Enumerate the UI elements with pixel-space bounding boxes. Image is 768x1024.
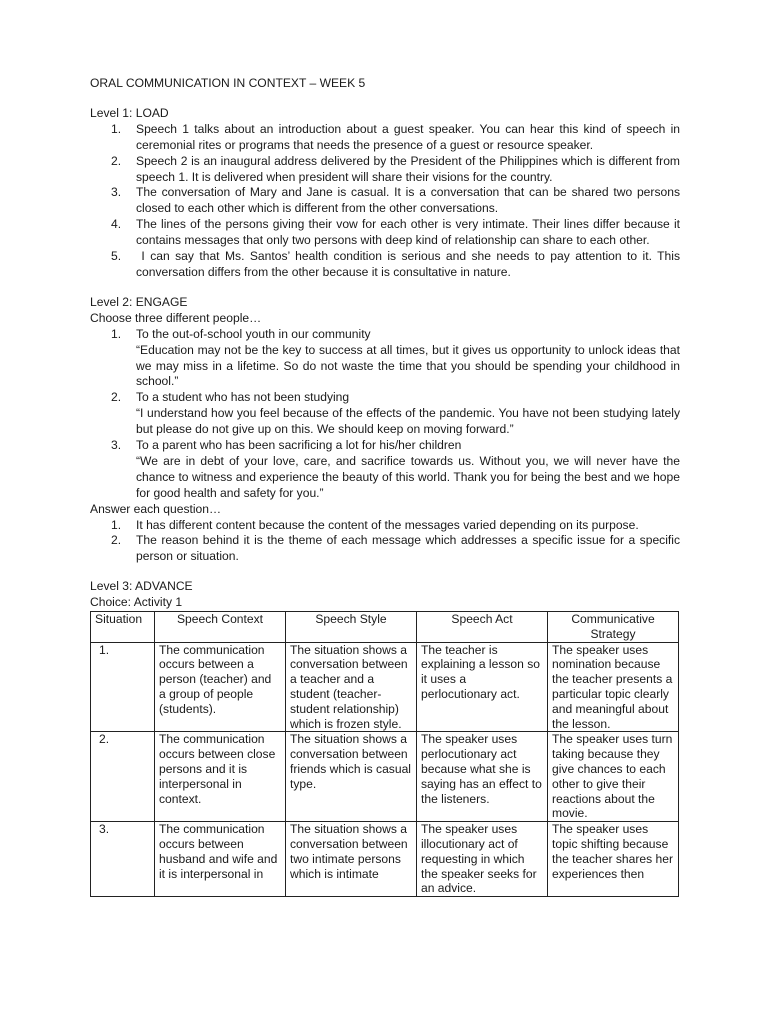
list-item: 1. Speech 1 talks about an introduction about a guest speaker. You can hear this kind of speech in ceremonial rites or programs that needs the presence of a guest or resource speaker. [111,121,680,152]
list-item: 2. Speech 2 is an inaugural address delivered by the President of the Philippines which is different from speech 1. It is delivered when president will share their visions for the country. [111,153,680,184]
level2-list [90,327,680,502]
document-page [90,76,684,897]
table-cell: The teacher is explaining a lesson so it uses a perlocutionary act. [417,642,548,732]
table-cell: The situation shows a conversation between two intimate persons which is intimate [286,822,417,897]
choice-label: Choice: Activity 1 [90,595,183,610]
table-header: Speech Context [155,612,286,643]
message-quote: “I understand how you feel because of the effects of the pandemic. You have not been studying lately but please do not give up on this. We should keep on moving forward.” [136,406,680,437]
list-item: 1. It has different content because the content of the messages varied depending on its purpose. [111,517,639,532]
level2-intro: Choose three different people… [90,310,262,325]
table-cell: The speaker uses nomination because the teacher presents a particular topic clearly and meaningful about the lesson. [548,642,679,732]
table-cell: The communication occurs between close persons and it is interpersonal in context. [155,732,286,822]
table-cell: 2. [91,732,155,822]
message-quote: “Education may not be the key to success at all times, but it gives us opportunity to unlock ideas that we may miss in a lifetime. So do not waste the time that you should be spending your childhood in school.” [136,342,680,389]
table-cell: The situation shows a conversation between friends which is casual type. [286,732,417,822]
level2-section [90,295,680,565]
level1-heading: Level 1: LOAD [90,105,169,120]
level3-heading: Level 3: ADVANCE [90,579,193,594]
message-quote: “We are in debt of your love, care, and sacrifice towards us. Without you, we will never have the chance to witness and experience the beauty of this world. Thank you for being the best and we hope for good health and safety for you.” [136,453,680,500]
table-cell: The communication occurs between a person (teacher) and a group of people (students). [155,642,286,732]
table-header: Speech Act [417,612,548,643]
level1-list [90,121,684,281]
document-title: ORAL COMMUNICATION IN CONTEXT – WEEK 5 [90,76,366,90]
table-cell: The speaker uses topic shifting because the teacher shares her experiences then [548,822,679,897]
table-cell: 3. [91,822,155,897]
table-row [91,732,679,822]
list-item: 1. To the out-of-school youth in our community “Education may not be the key to success at all times, but it gives us opportunity to unlock ideas that we may miss in a lifetime. So do not waste the time that you should be spending your childhood in school.” [111,326,680,389]
answer-list [90,518,680,566]
list-item: 3. The conversation of Mary and Jane is casual. It is a conversation that can be shared two persons closed to each other which is different from the other conversations. [111,185,680,216]
list-item: 5. I can say that Ms. Santos’ health condition is serious and she needs to pay attention to it. This conversation differs from the other because it is consultative in nature. [111,249,684,279]
table-header-row [91,612,679,643]
table-row [91,822,679,897]
table-header: Situation [91,612,155,643]
table-cell: The speaker uses perlocutionary act because what she is saying has an effect to the listeners. [417,732,548,822]
level2-heading: Level 2: ENGAGE [90,294,188,309]
level1-section [90,105,684,281]
list-item: 2. To a student who has not been studying “I understand how you feel because of the effects of the pandemic. You have not been studying lately but please do not give up on this. We should keep on moving forward.” [111,390,680,437]
answer-intro: Answer each question… [90,501,222,516]
list-item: 3. To a parent who has been sacrificing a lot for his/her children “We are in debt of your love, care, and sacrifice towards us. Without you, we will never have the chance to witness and experience the beauty of this world. Thank you for being the best and we hope for good health and safety for you.” [111,438,680,500]
table-cell: The speaker uses illocutionary act of requesting in which the speaker seeks for an advice. [417,822,548,897]
list-item: 4. The lines of the persons giving their vow for each other is very intimate. Their lines differ because it contains messages that only two persons with deep kind of relationship can share to each other. [111,217,680,248]
level3-section [90,579,680,897]
table-row [91,642,679,732]
table-header: Speech Style [286,612,417,643]
activity-table [90,611,679,897]
table-cell: The speaker uses turn taking because they give chances to each other to give their reactions about the movie. [548,732,679,822]
table-header: Communicative Strategy [548,612,679,643]
table-cell: The communication occurs between husband and wife and it is interpersonal in [155,822,286,897]
table-cell: 1. [91,642,155,732]
table-cell: The situation shows a conversation between a teacher and a student (teacher-student relationship) which is frozen style. [286,642,417,732]
list-item: 2. The reason behind it is the theme of each message which addresses a specific issue for a specific person or situation. [111,533,680,564]
